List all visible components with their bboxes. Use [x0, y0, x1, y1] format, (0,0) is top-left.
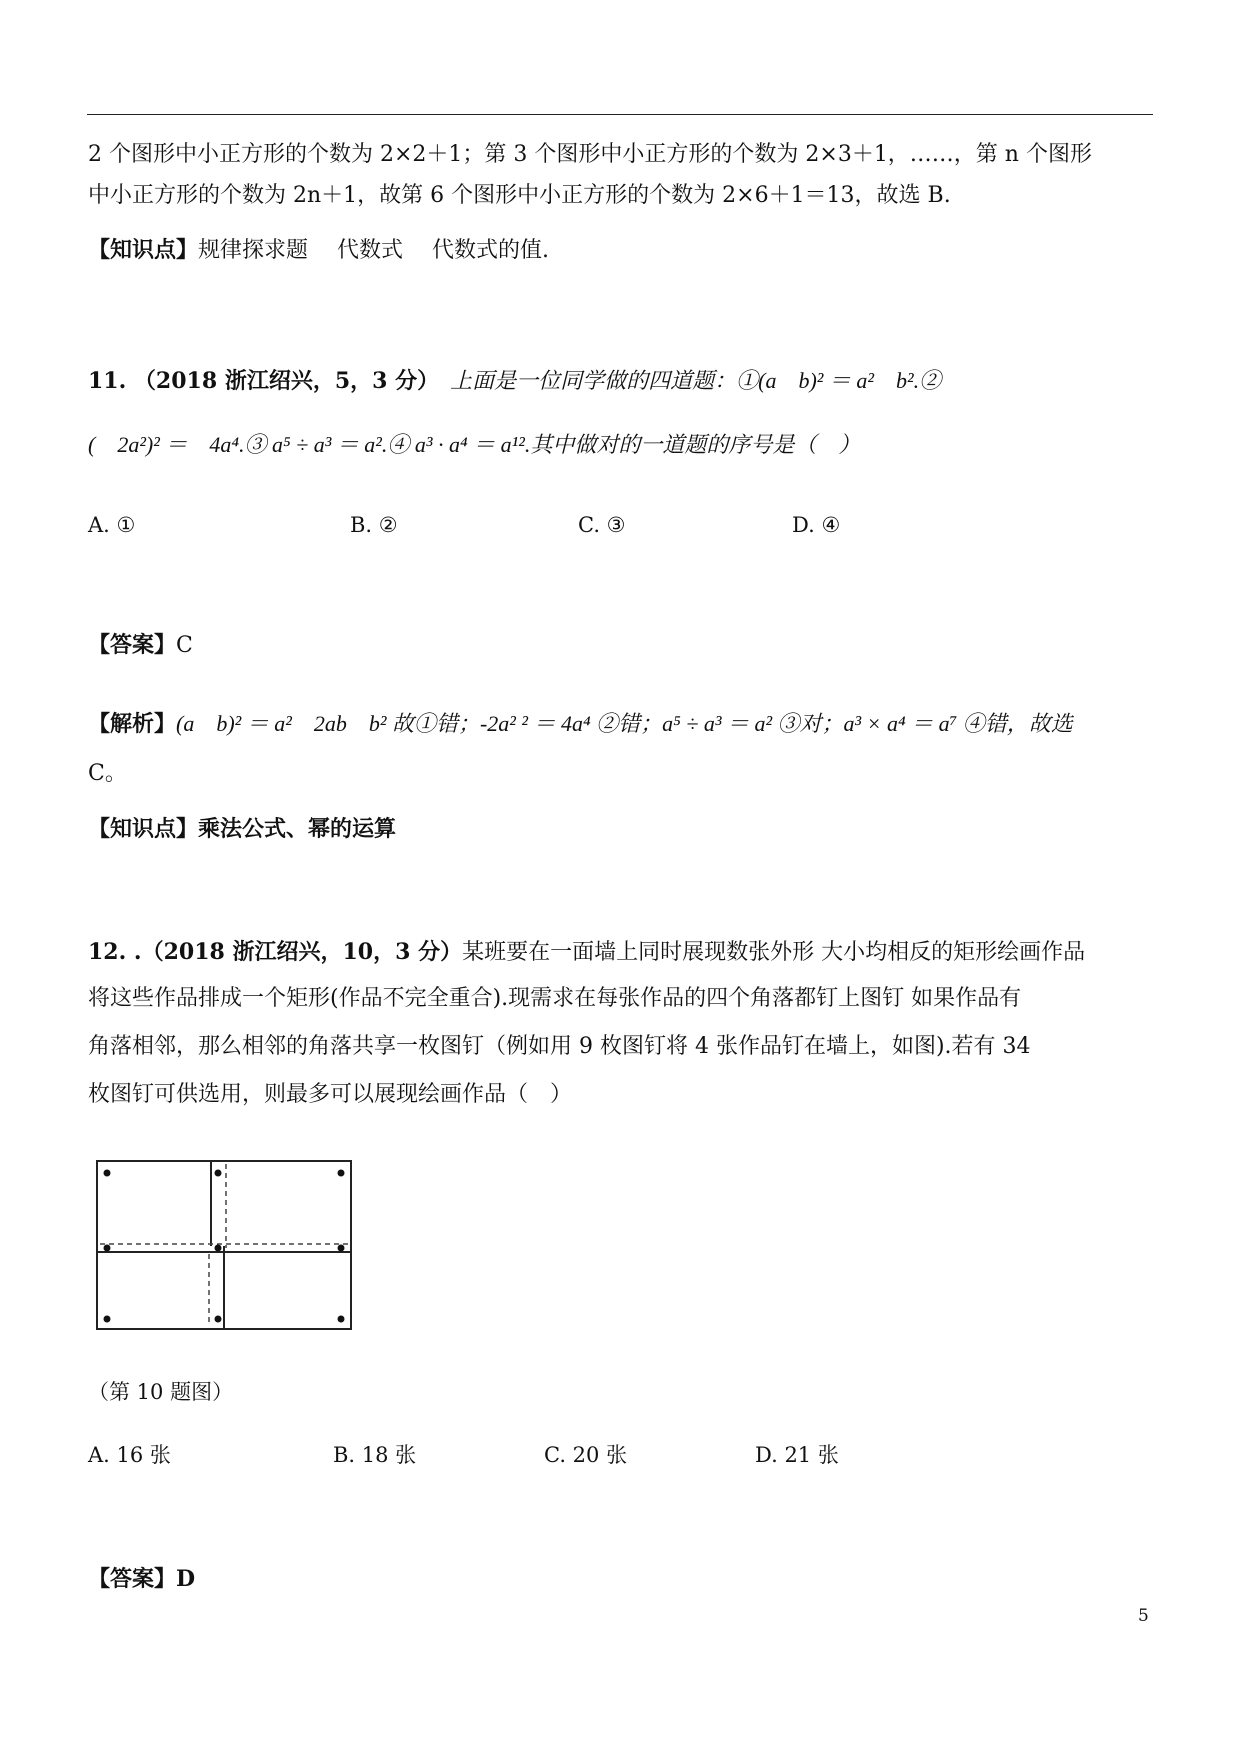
answer-tag: 【答案】: [88, 632, 177, 658]
q12-figure-caption: （第 10 题图）: [88, 1380, 234, 1404]
q11-knowledge: [88, 814, 396, 845]
knowledge-tag: 【知识点】: [88, 816, 199, 842]
pin: [338, 1170, 345, 1177]
header-rule: [87, 114, 1153, 115]
q12-figure: [96, 1160, 356, 1340]
analysis-text-1: (a b)² ＝ a² 2ab b² 故①错；-2a² ² ＝ 4a⁴ ②错；a⁵ ÷ a³ ＝ a² ③对；a³ × a⁴ ＝ a⁷ ④错，故选: [176, 711, 1073, 736]
q12-answer: [88, 1564, 195, 1595]
q11-stem-text-1: 上面是一位同学做的四道题：①(a b)² ＝ a² b².②: [450, 368, 942, 393]
answer-value: C: [176, 633, 193, 658]
pin: [338, 1245, 345, 1252]
prev-solution-line-2: 中小正方形的个数为 2n＋1，故第 6 个图形中小正方形的个数为 2×6＋1＝13，故选 B.: [88, 183, 951, 208]
page-number: 5: [1138, 1606, 1149, 1626]
q11-option-a: A. ①: [88, 513, 136, 537]
pin: [215, 1170, 222, 1177]
knowledge-tag: 【知识点】: [88, 237, 199, 263]
q12-stem-line-4: 枚图钉可供选用，则最多可以展现绘画作品（ ）: [88, 1082, 573, 1107]
q11-option-b: B. ②: [350, 513, 398, 537]
q12-option-c: C. 20 张: [544, 1443, 628, 1467]
q12-option-b: B. 18 张: [333, 1443, 417, 1467]
q11-option-d: D. ④: [792, 513, 841, 537]
knowledge-text: 乘法公式、幂的运算: [198, 816, 397, 842]
pin: [104, 1245, 111, 1252]
q11-stem-line-2: [88, 430, 860, 461]
q12-stem-text-1: 某班要在一面墙上同时展现数张外形 大小均相反的矩形绘画作品: [462, 940, 1086, 965]
q12-stem-line-3: 角落相邻，那么相邻的角落共享一枚图钉（例如用 9 枚图钉将 4 张作品钉在墙上，如图).若有 34: [88, 1034, 1031, 1059]
q12-option-d: D. 21 张: [755, 1443, 839, 1467]
q11-stem-line-1: [88, 366, 941, 397]
knowledge-text: 规律探求题 代数式 代数式的值.: [198, 238, 549, 263]
q11-stem-text-2: ( 2a²)² ＝ 4a⁴.③ a⁵ ÷ a³ ＝ a².④ a³ · a⁴ ＝ a¹².其中做对的一道题的序号是（ ）: [88, 432, 861, 457]
q12-option-a: A. 16 张: [88, 1443, 171, 1467]
q11-analysis-line-2: C。: [88, 761, 127, 786]
prev-knowledge: [88, 235, 549, 266]
pin: [104, 1170, 111, 1177]
pin: [215, 1316, 222, 1323]
q12-header: 12. .（2018 浙江绍兴，10，3 分）: [88, 939, 463, 965]
analysis-tag: 【解析】: [88, 711, 177, 737]
pin: [104, 1316, 111, 1323]
q11-answer: [88, 630, 193, 661]
q12-stem-line-1: [88, 937, 1085, 968]
q12-stem-line-2: 将这些作品排成一个矩形(作品不完全重合).现需求在每张作品的四个角落都钉上图钉 如果作品有: [88, 986, 1022, 1011]
q11-header: 11. （2018 浙江绍兴，5，3 分）: [88, 368, 429, 394]
answer-value: D: [176, 1566, 196, 1592]
answer-tag: 【答案】: [88, 1566, 177, 1592]
pin: [338, 1316, 345, 1323]
q11-option-c: C. ③: [578, 513, 626, 537]
q11-analysis-line-1: [88, 709, 1073, 740]
prev-solution-line-1: 2 个图形中小正方形的个数为 2×2＋1；第 3 个图形中小正方形的个数为 2×3＋1，……，第 n 个图形: [88, 142, 1092, 167]
pin: [215, 1245, 222, 1252]
